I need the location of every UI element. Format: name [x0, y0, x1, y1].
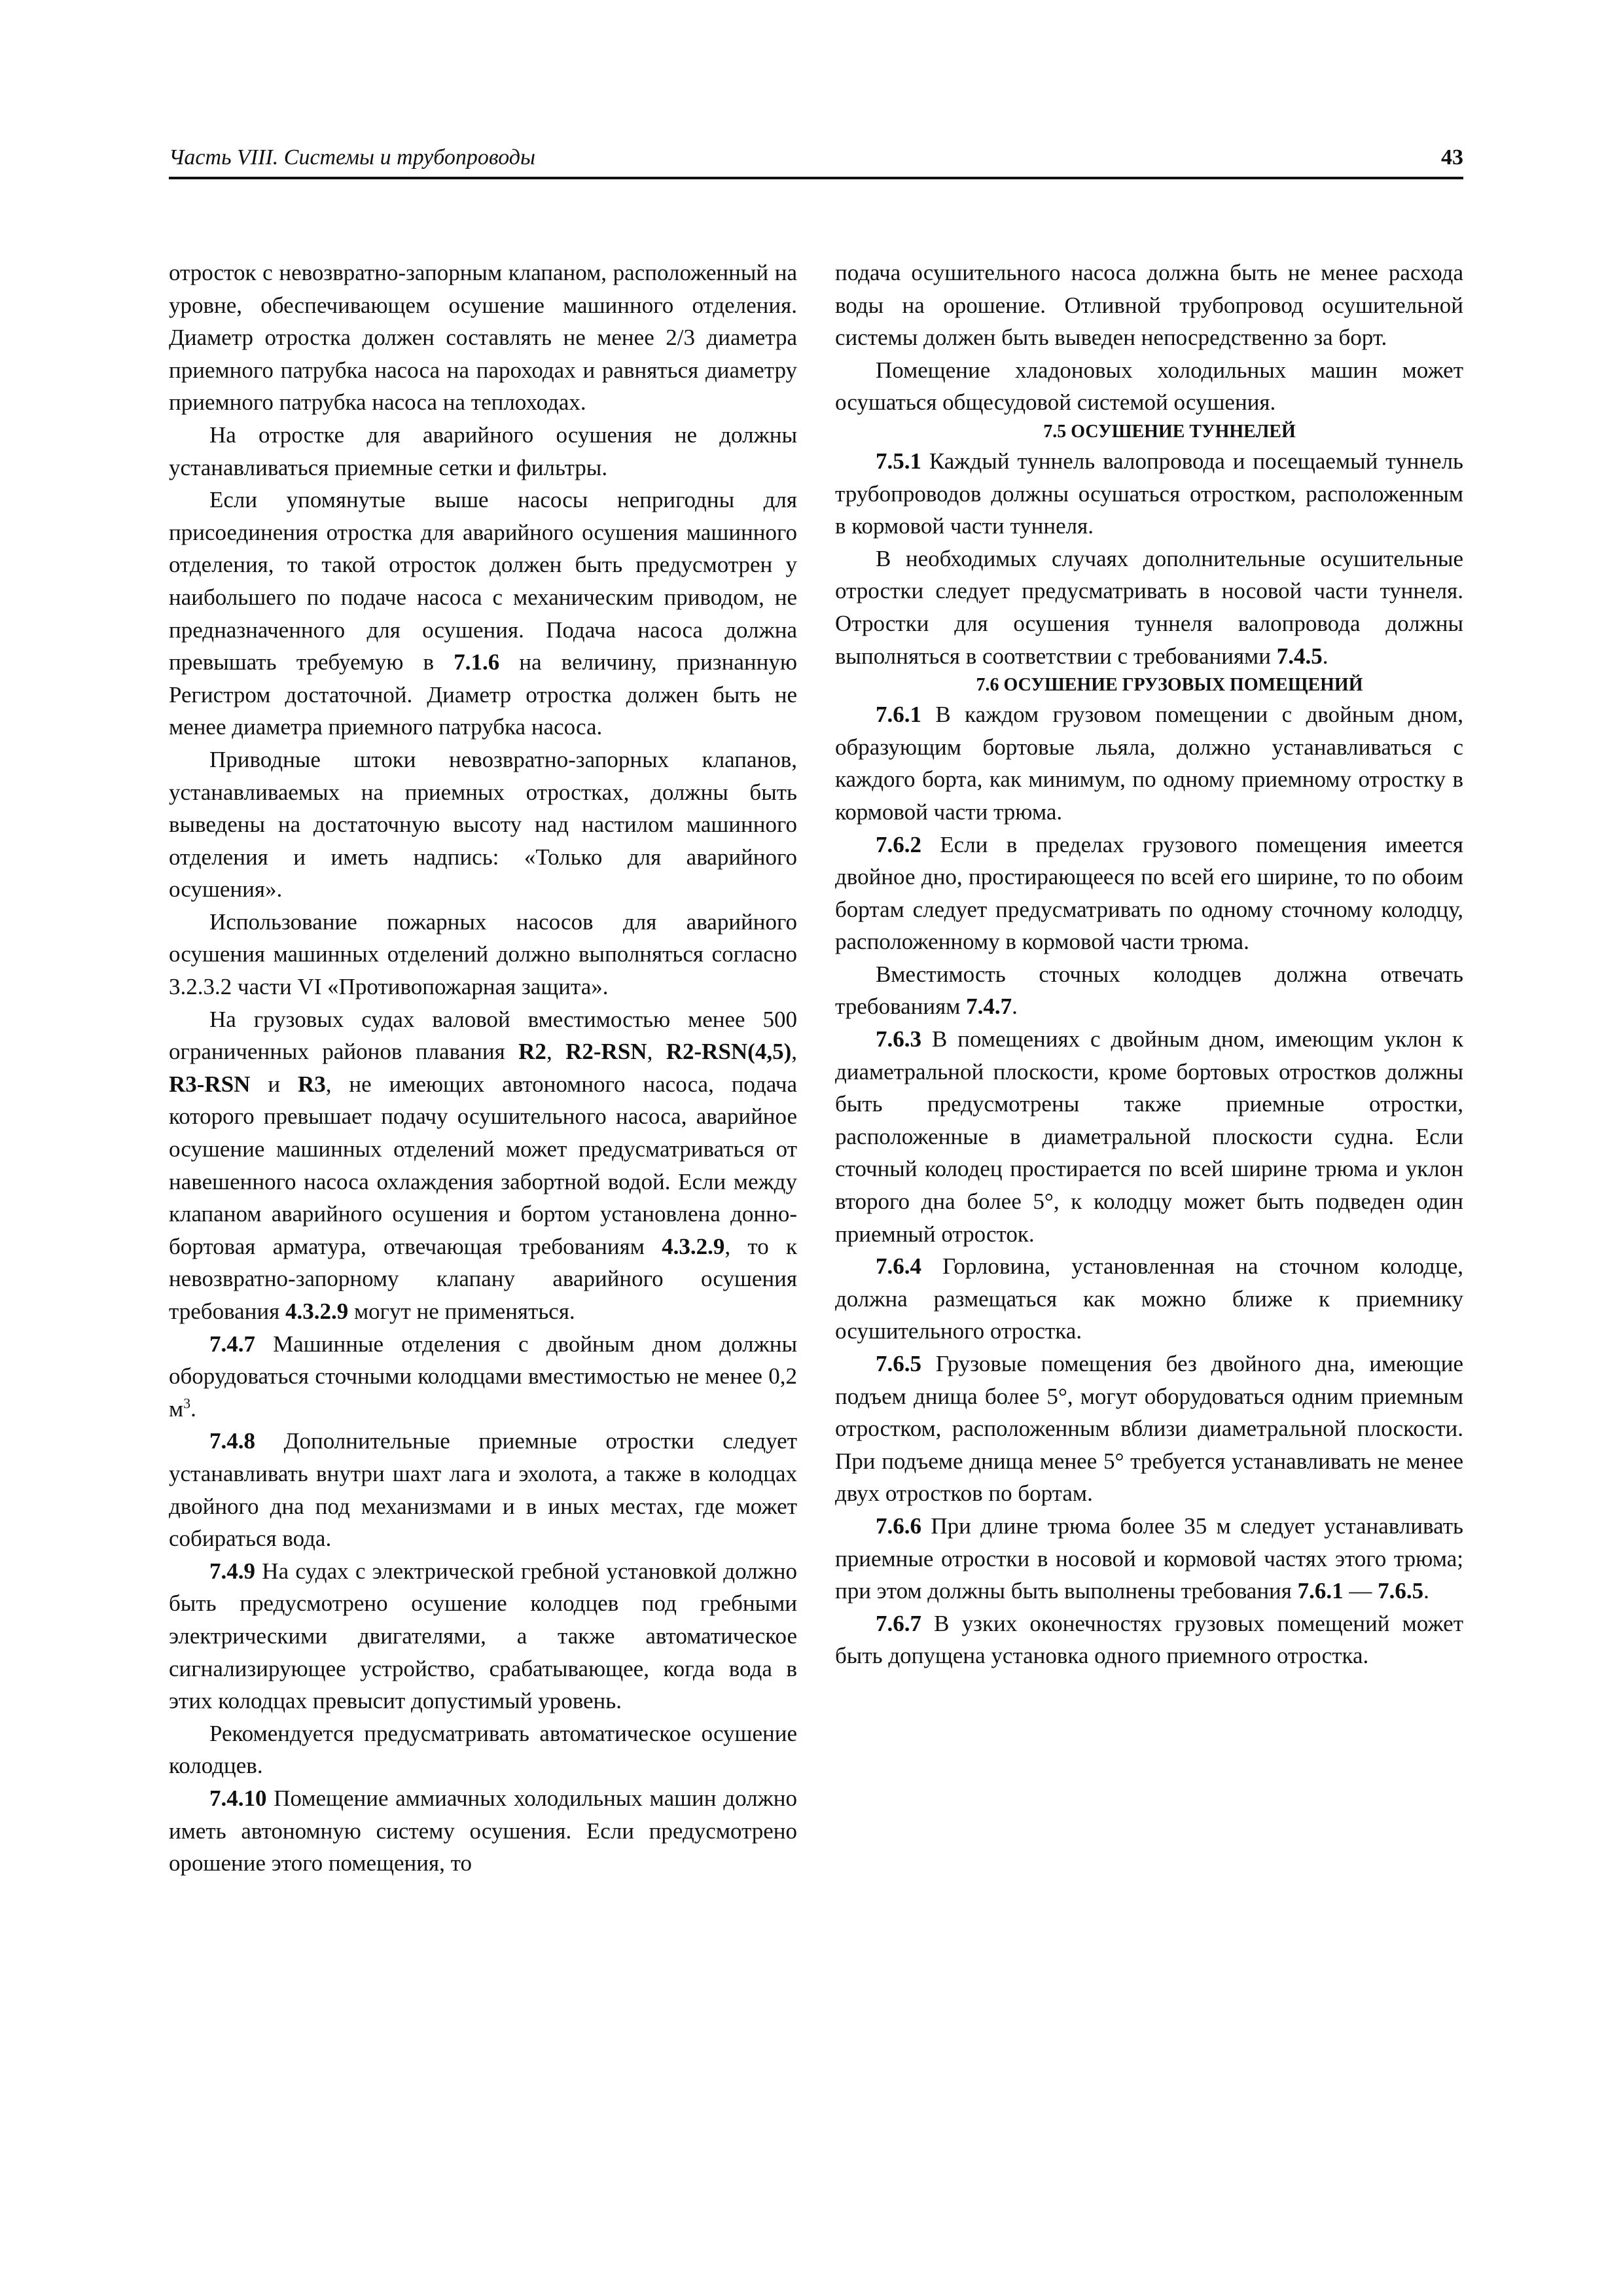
separator: ,: [546, 1039, 566, 1065]
left-column: [169, 257, 797, 1880]
paragraph-text: В узких оконечностях грузовых помещений может быть допущена установка одного приемного отростка.: [835, 1610, 1463, 1669]
paragraph-7-5-1: [835, 445, 1463, 543]
header-title: Часть VIII. Системы и трубопроводы: [169, 145, 536, 170]
paragraph: [835, 354, 1463, 419]
paragraph: [169, 744, 797, 906]
paragraph-text: Горловина, установленная на сточном колодце, должна размещаться как можно ближе к приемнику осушительного отростка.: [835, 1253, 1463, 1344]
paragraph-text: В необходимых случаях дополнительные осушительные отростки следует предусматривать в носовой части туннеля. Отростки для осушения туннеля валопровода должны выполняться в соответствии с требованиями: [835, 545, 1463, 669]
clause-number: 7.6.6: [876, 1513, 921, 1539]
paragraph-text: Помещение хладоновых холодильных машин может осушаться общесудовой системой осушения.: [835, 357, 1463, 416]
paragraph: [169, 257, 797, 419]
paragraph-text: Если упомянутые выше насосы непригодны для присоединения отростка для аварийного осушения машинного отделения, то такой отросток должен быть предусмотрен у наибольшего по подаче насоса с механическим приводом, не предназначенного для осушения. Подача насоса должна превышать требуемую в: [169, 487, 797, 675]
paragraph-7-6-1: [835, 698, 1463, 828]
paragraph: [169, 906, 797, 1003]
paragraph-text: На судах с электрической гребной установкой должно быть предусмотрено осушение колодцев под гребными электрическими двигателями, а также автоматическое сигнализирующее устройство, срабатывающее, когда вода в этих колодцах превысит допустимый уровень.: [169, 1558, 797, 1714]
paragraph-text: Приводные штоки невозвратно-запорных клапанов, устанавливаемых на приемных отростках, должны быть выведены на достаточную высоту над настилом машинного отделения и иметь надпись: «Только для аварийного осушения».: [169, 746, 797, 903]
cross-reference: 4.3.2.9: [285, 1299, 349, 1324]
section-heading-7-5: 7.5 ОСУШЕНИЕ ТУННЕЛЕЙ: [1043, 421, 1296, 442]
paragraph-text: Дополнительные приемные отростки следует устанавливать внутри шахт лага и эхолота, а также в колодцах двойного дна под механизмами и в иных местах, где может собираться вода.: [169, 1428, 797, 1552]
cross-reference: 4.3.2.9: [662, 1233, 725, 1259]
paragraph-text: При длине трюма более 35 м следует устанавливать приемные отростки в носовой и кормовой частях этого трюма; при этом должны быть выполнены требования: [835, 1513, 1463, 1604]
navigation-area-code: R2-RSN: [565, 1039, 647, 1065]
running-header: [169, 145, 1463, 179]
header-rule: [169, 177, 1463, 179]
paragraph-7-4-9: [169, 1555, 797, 1717]
paragraph-text: на величину, признанную Регистром достаточной. Диаметр отростка должен быть не менее диаметра приемного патрубка насоса.: [169, 649, 797, 740]
paragraph-text: подача осушительного насоса должна быть не менее расхода воды на орошение. Отливной трубопровод осушительной системы должен быть выведен непосредственно за борт.: [835, 260, 1463, 351]
paragraph-7-4-8: [169, 1425, 797, 1554]
clause-number: 7.4.10: [209, 1785, 267, 1811]
paragraph-text: Вместимость сточных колодцев должна отвечать требованиям: [835, 961, 1463, 1020]
clause-number: 7.5.1: [876, 448, 921, 474]
paragraph-7-6-5: [835, 1348, 1463, 1510]
paragraph-7-4-10: [169, 1782, 797, 1880]
clause-number: 7.6.5: [876, 1351, 921, 1376]
paragraph-text: Машинные отделения с двойным дном должны оборудоваться сточными колодцами вместимостью не менее 0,2 м: [169, 1331, 797, 1422]
paragraph-text: , не имеющих автономного насоса, подача которого превышает подачу осушительного насоса, аварийное осушение машинных отделений может предусматриваться от навешенного насоса охлаждения забортной водой. Если между клапаном аварийного осушения и бортом установлена донно-бортовая арматура, отвечающая требованиям: [169, 1071, 797, 1259]
clause-number: 7.4.7: [209, 1331, 255, 1357]
clause-number: 7.6.2: [876, 831, 921, 857]
paragraph-text: Каждый туннель валопровода и посещаемый туннель трубопроводов должны осушаться отростком, расположенным в кормовой части туннеля.: [835, 448, 1463, 539]
clause-number: 7.4.8: [209, 1428, 255, 1454]
cross-reference: 7.6.1: [1297, 1578, 1344, 1604]
paragraph-text: отросток с невозвратно-запорным клапаном, расположенный на уровне, обеспечивающем осушение машинного отделения. Диаметр отростка должен составлять не менее 2/3 диаметра приемного патрубка насоса на пароходах и равняться диаметру приемного патрубка насоса на теплоходах.: [169, 260, 797, 416]
paragraph-7-6-6: [835, 1510, 1463, 1607]
navigation-area-code: R3-RSN: [169, 1071, 251, 1097]
clause-number: 7.6.1: [876, 702, 921, 728]
paragraph-text: На грузовых судах валовой вместимостью менее 500 ограниченных районов плавания: [169, 1006, 797, 1065]
paragraph: [169, 484, 797, 744]
paragraph-7-6-2: [835, 829, 1463, 958]
paragraph-7-6-7: [835, 1607, 1463, 1672]
paragraph-text: Помещение аммиачных холодильных машин должно иметь автономную систему осушения. Если предусмотрено орошение этого помещения, то: [169, 1785, 797, 1876]
separator: ,: [647, 1039, 666, 1065]
cross-reference: 7.1.6: [454, 649, 500, 675]
paragraph-text: Рекомендуется предусматривать автоматическое осушение колодцев.: [169, 1720, 797, 1779]
paragraph-text: , то к невозвратно-запорному клапану аварийного осушения требования: [169, 1233, 797, 1324]
paragraph-text: .: [1423, 1578, 1429, 1604]
clause-number: 7.6.7: [876, 1610, 921, 1636]
navigation-area-code: R3: [297, 1071, 326, 1097]
paragraph-text: Если в пределах грузового помещения имеется двойное дно, простирающееся по всей его ширине, то по обоим бортам следует предусматривать по одному сточному колодцу, расположенному в кормовой части трюма.: [835, 831, 1463, 955]
page-number: 43: [1441, 145, 1463, 170]
section-heading-7-6: 7.6 ОСУШЕНИЕ ГРУЗОВЫХ ПОМЕЩЕНИЙ: [976, 675, 1363, 696]
separator: ,: [791, 1039, 797, 1065]
navigation-area-code: R2-RSN(4,5): [666, 1039, 792, 1065]
paragraph-7-6-3: [835, 1023, 1463, 1250]
cross-reference: 7.6.5: [1378, 1578, 1424, 1604]
paragraph: [835, 543, 1463, 672]
paragraph-text: .: [1012, 994, 1018, 1020]
paragraph-text: В каждом грузовом помещении с двойным дном, образующим бортовые льяла, должно устанавливаться с каждого борта, как минимум, по одному приемному отростку в кормовой части трюма.: [835, 702, 1463, 825]
navigation-area-code: R2: [518, 1039, 546, 1065]
paragraph-text: Использование пожарных насосов для аварийного осушения машинных отделений должно выполняться согласно 3.2.3.2 части VI «Противопожарная защита».: [169, 908, 797, 1000]
right-column: [835, 257, 1463, 1672]
paragraph-7-4-7: [169, 1328, 797, 1426]
paragraph-text: .: [1322, 643, 1329, 669]
dash: —: [1343, 1578, 1378, 1604]
paragraph-7-6-4: [835, 1250, 1463, 1348]
clause-number: 7.6.4: [876, 1253, 921, 1280]
paragraph: [169, 419, 797, 484]
clause-number: 7.4.9: [209, 1558, 255, 1584]
paragraph-text: На отростке для аварийного осушения не должны устанавливаться приемные сетки и фильтры.: [169, 422, 797, 480]
paragraph-text: могут не применяться.: [348, 1299, 575, 1324]
separator: и: [250, 1071, 298, 1097]
paragraph-text: .: [190, 1395, 196, 1422]
superscript: 3: [183, 1395, 191, 1412]
paragraph-text: Грузовые помещения без двойного дна, имеющие подъем днища более 5°, могут оборудоваться одним приемным отростком, расположенным вблизи диаметральной плоскости. При подъеме днища менее 5° требуется устанавливать не менее двух отростков по бортам.: [835, 1351, 1463, 1507]
paragraph: [835, 257, 1463, 354]
paragraph-text: В помещениях с двойным дном, имеющим уклон к диаметральной плоскости, кроме бортовых отростков должны быть предусмотрены также приемные отростки, расположенные в диаметральной плоскости судна. Если сточный колодец простирается по всей ширине трюма и уклон второго дна более 5°, к колодцу может быть подведен один приемный отросток.: [835, 1026, 1463, 1247]
paragraph: [169, 1717, 797, 1782]
cross-reference: 7.4.5: [1276, 643, 1323, 669]
paragraph: [169, 1003, 797, 1328]
cross-reference: 7.4.7: [966, 994, 1012, 1020]
paragraph: [835, 958, 1463, 1023]
clause-number: 7.6.3: [876, 1026, 921, 1052]
